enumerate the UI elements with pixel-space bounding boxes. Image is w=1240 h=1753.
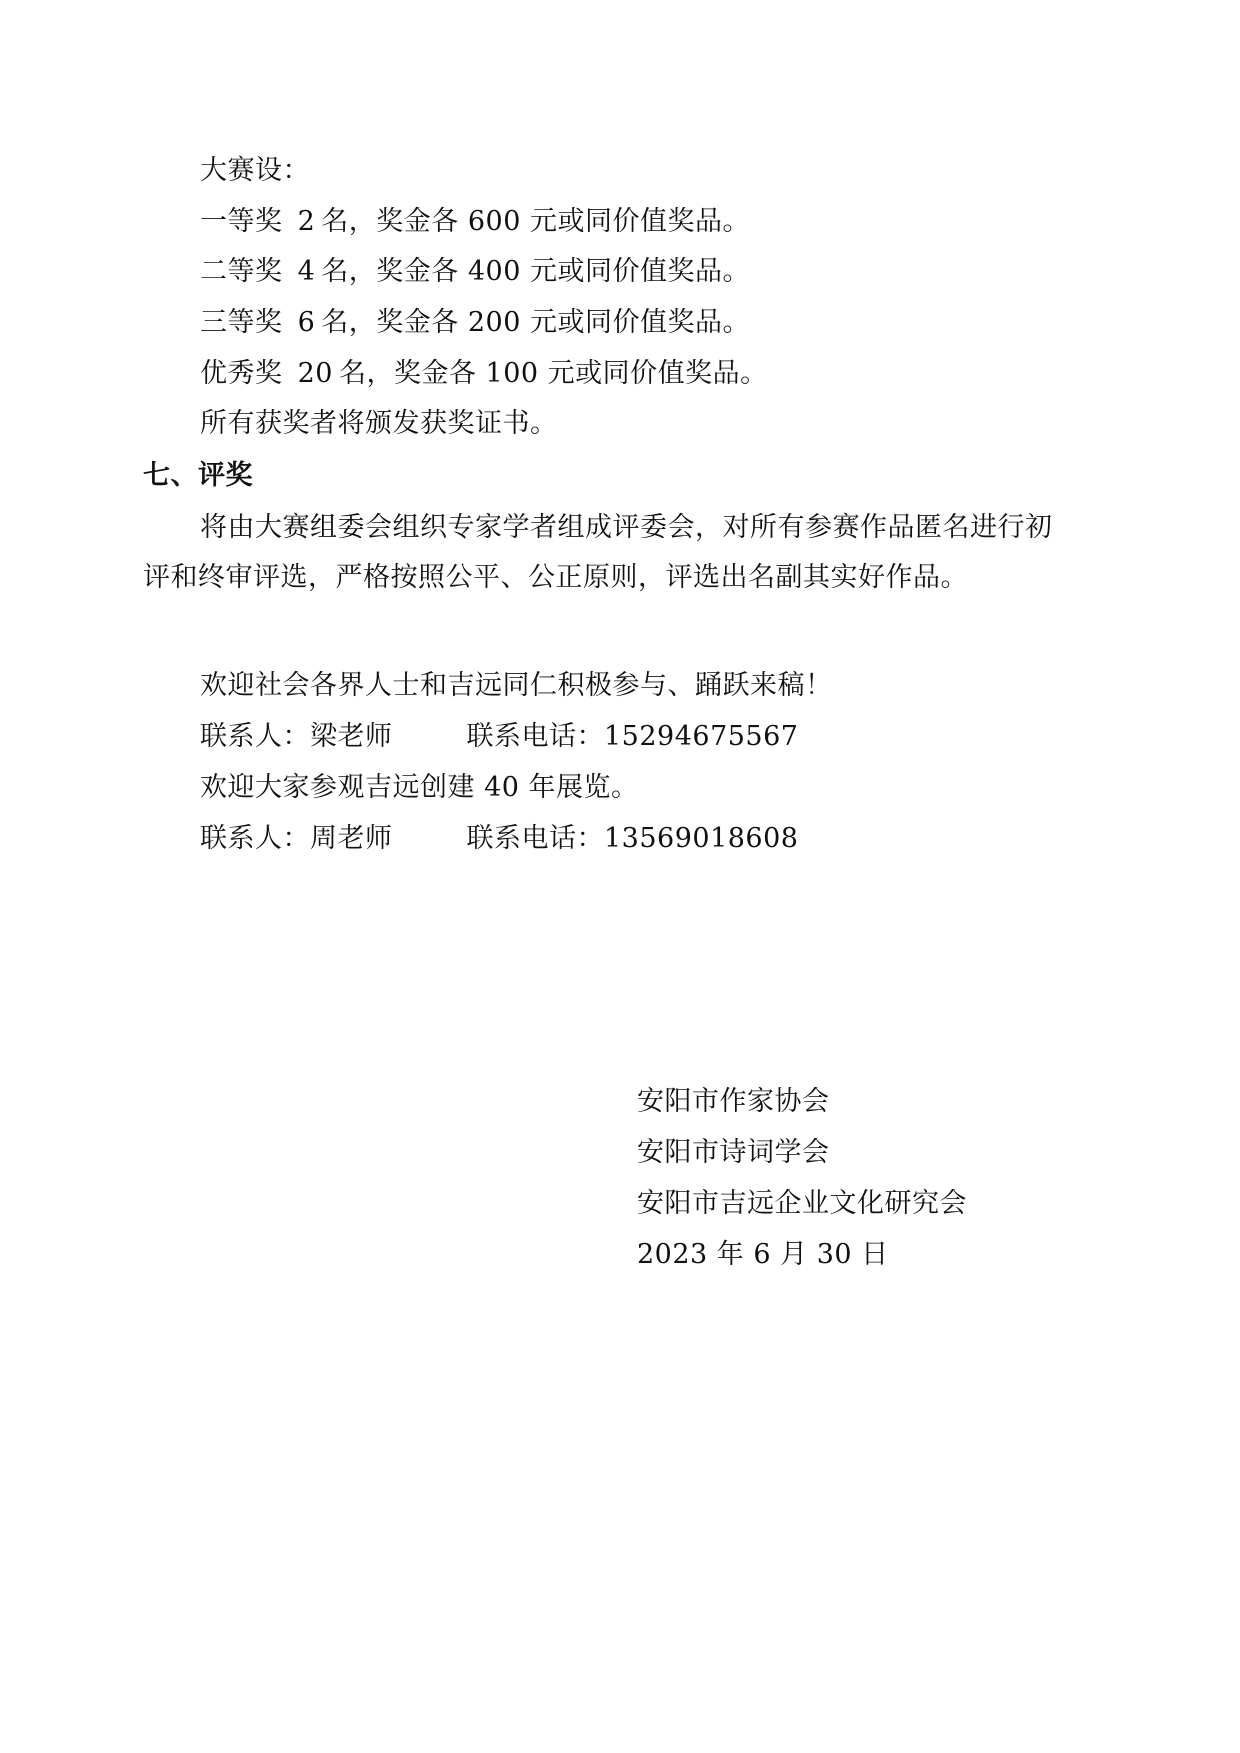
signature-org-culture: 安阳市吉远企业文化研究会 bbox=[637, 1188, 967, 1219]
invitation-text: 欢迎社会各界人士和吉远同仁积极参与、踊跃来稿！ bbox=[200, 670, 833, 701]
award-line-second bbox=[200, 254, 750, 290]
award-count: 4 bbox=[297, 256, 316, 287]
award-name: 二等奖 bbox=[200, 256, 283, 287]
award-line-first bbox=[200, 204, 750, 240]
award-count: 6 bbox=[297, 307, 316, 338]
judging-paragraph-line1: 将由大赛组委会组织专家学者组成评委会，对所有参赛作品匿名进行初 bbox=[200, 512, 1053, 543]
award-line-third bbox=[200, 305, 750, 341]
contact-row-1 bbox=[200, 719, 798, 755]
award-count: 2 bbox=[297, 206, 316, 237]
contact-person: 联系人：梁老师 bbox=[200, 721, 393, 752]
contact-phone: 联系电话：13569018608 bbox=[466, 823, 799, 854]
award-line-excellence bbox=[200, 356, 768, 392]
award-detail: 名，奖金各 600 元或同价值奖品。 bbox=[321, 206, 750, 237]
contact-row-2 bbox=[200, 821, 798, 857]
certificate-note: 所有获奖者将颁发获奖证书。 bbox=[200, 408, 558, 439]
exhibition-invitation: 欢迎大家参观吉远创建 40 年展览。 bbox=[200, 772, 639, 803]
contact-phone: 联系电话：15294675567 bbox=[466, 721, 799, 752]
award-detail: 名，奖金各 100 元或同价值奖品。 bbox=[338, 358, 768, 389]
signature-date: 2023 年 6 月 30 日 bbox=[637, 1239, 889, 1270]
contact-person: 联系人：周老师 bbox=[200, 823, 393, 854]
signature-org-writers: 安阳市作家协会 bbox=[637, 1086, 830, 1117]
award-detail: 名，奖金各 200 元或同价值奖品。 bbox=[321, 307, 750, 338]
award-name: 一等奖 bbox=[200, 206, 283, 237]
signature-org-poetry: 安阳市诗词学会 bbox=[637, 1137, 830, 1168]
award-detail: 名，奖金各 400 元或同价值奖品。 bbox=[321, 256, 750, 287]
award-name: 三等奖 bbox=[200, 307, 283, 338]
award-count: 20 bbox=[297, 358, 333, 389]
section-heading: 七、评奖 bbox=[143, 460, 253, 491]
award-name: 优秀奖 bbox=[200, 358, 283, 389]
judging-paragraph-line2: 评和终审评选，严格按照公平、公正原则，评选出名副其实好作品。 bbox=[143, 562, 968, 593]
awards-intro: 大赛设： bbox=[200, 155, 310, 186]
